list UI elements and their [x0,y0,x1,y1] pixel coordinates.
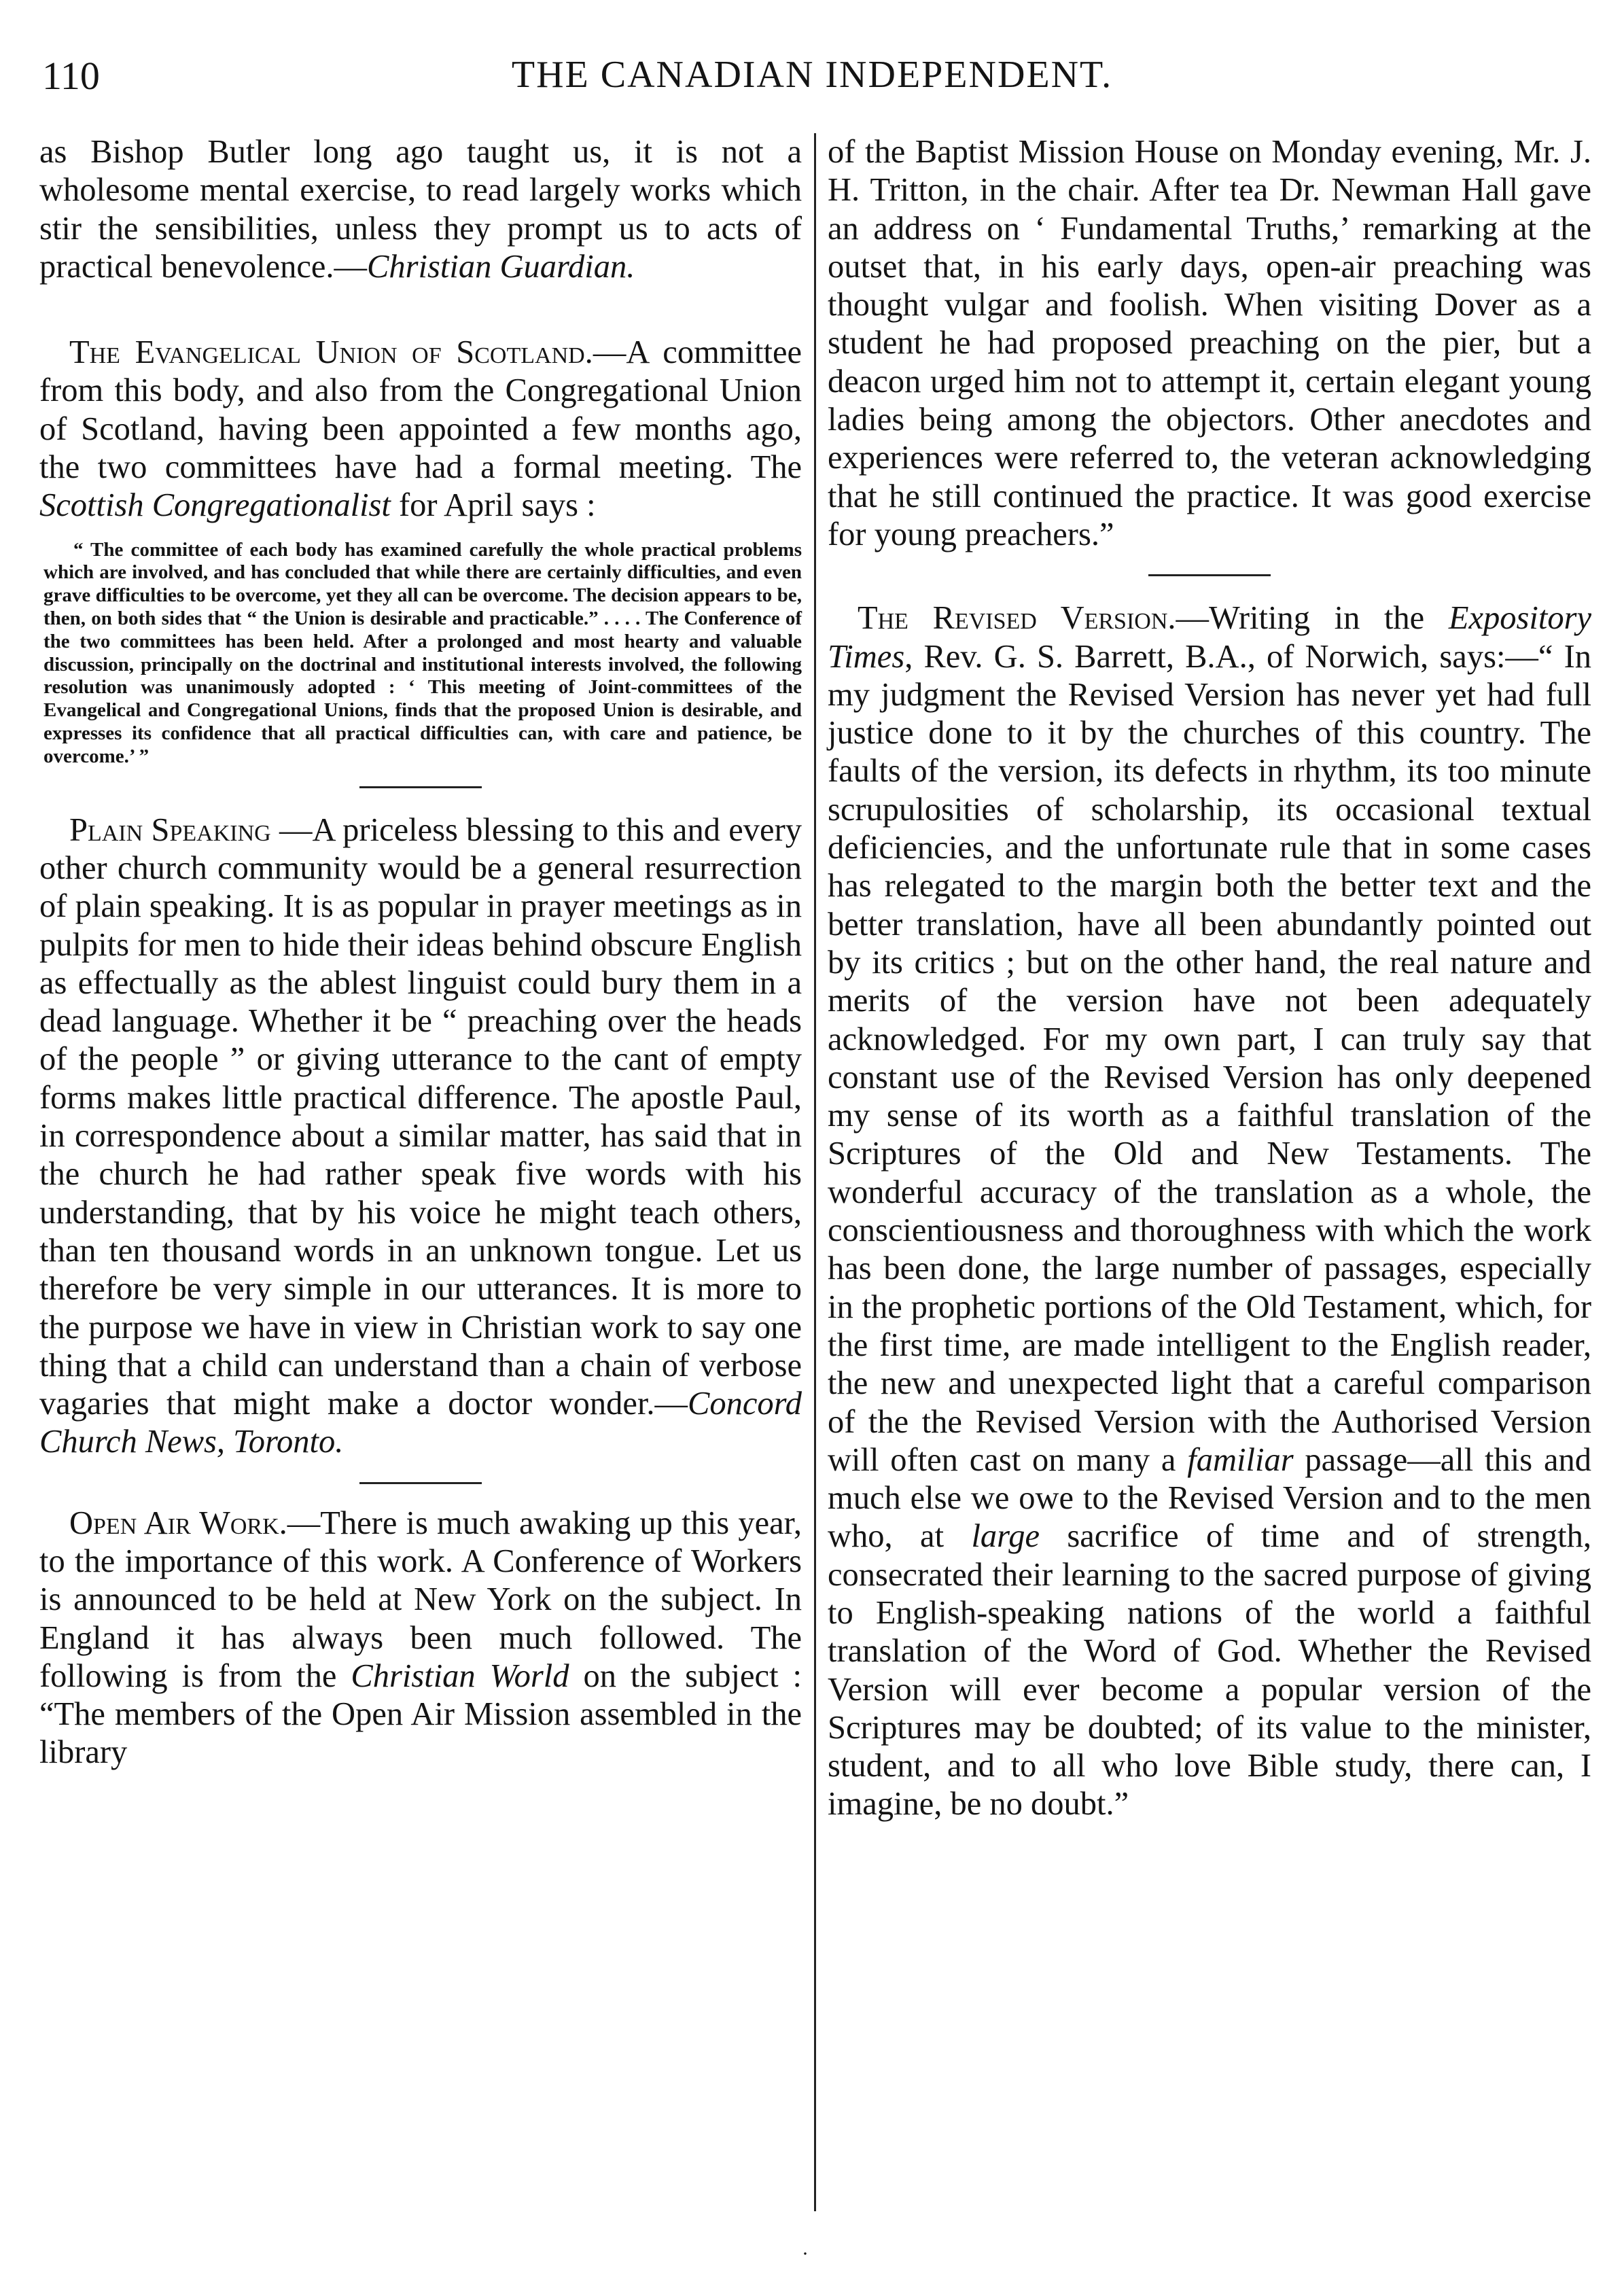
revised-version-text: —Writing in the [1176,600,1449,637]
journal-title: Expository Times [828,600,1591,675]
revised-version-text: passage—all this and much else we owe to the Revised Version and to the men who, at [828,1441,1591,1555]
evangelical-union-heading: The Evangelical Union of Scotland. [69,334,593,371]
left-column [39,133,802,1772]
evangelical-union-quote: “ The committee of each body has examined carefully the whole practical problems which are involved, and has concluded that while there are certainly difficulties, and even grave difficulties to be overcome, yet they all can be overcome. The decision appears to be, then, on both sides that “ the Union is desirable and practicable.” . . . . The Conference of the two committees has been held. After a prolonged and most hearty and valuable discussion, principally on the doctrinal and institutional interests involved, the following resolution was unanimously adopted : ‘ This meeting of Joint-committees of the Evangelical and Congregational Unions, finds that the proposed Union is desirable, and expresses its confidence that all practical difficulties can, with care and patience, be overcome.’ ” [43,538,802,767]
plain-speaking-source: Concord Church News, Toronto. [39,1386,802,1460]
open-air-continued-paragraph: of the Baptist Mission House on Monday evening, Mr. J. H. Tritton, in the chair. After tea Dr. Newman Hall gave an address on ‘ Fundamental Truths,’ remarking at the outset that, in his early days, open-air preaching was thought vulgar and foolish. When visiting Dover as a student he had proposed preaching on the pier, but a deacon urged him not to attempt it, certain elegant young ladies being among the objectors. Other anecdotes and experiences were referred to, the veteran acknowledging that he still continued the practice. It was good exercise for young preachers.” [828,134,1591,552]
journal-title: Scottish Congregationalist [39,487,391,524]
open-air-text-end: on the subject : “The members of the Open Air Mission assembled in the library [39,1657,802,1771]
plain-speaking-text: —A priceless blessing to this and every other church community would be a general resurrection of plain speaking. It is as popular in prayer meetings as in pulpits for men to hide their ideas behind obscure English as effectually as the ablest linguist could bury them in a dead language. Whether it be “ preaching over the heads of the people ” or giving utterance to the cant of empty forms makes little practical difference. The apostle Paul, in correspondence about a similar matter, has said that in the church he had rather speak five words with his understanding, that by his voice he might teach others, than ten thousand words in an unknown tongue. Let us therefore be very simple in our utterances. It is more to the purpose we have in view in Christian work to say one thing that a child can understand than a chain of verbose vagaries that might make a doctor wonder.— [39,811,802,1422]
plain-speaking-heading: Plain Speaking [69,811,271,848]
journal-title: Christian World [351,1657,569,1694]
evangelical-union-text: —A committee from this body, and also from the Congregational Union of Scotland, having been appointed a few months ago, the two committees have had a formal meeting. The [39,334,802,486]
section-separator [359,786,482,788]
emphasis-word: familiar [1187,1441,1294,1478]
intro-text: as Bishop Butler long ago taught us, it is not a wholesome mental exercise, to read largely works which stir the sensibilities, unless they prompt us to acts of practical benevolence.— [39,134,802,285]
revised-version-paragraph [828,599,1591,1824]
section-separator [359,1482,482,1484]
open-air-text: —There is much awaking up this year, to the importance of this work. A Conference of Workers is announced to be held at New York on the subject. In England it has always been much followed. The following is from the [39,1505,802,1694]
spacer [39,286,802,334]
evangelical-union-paragraph [39,334,802,525]
emphasis-word: large [971,1518,1040,1555]
column-divider [814,133,816,2211]
section-separator [1148,574,1271,576]
revised-version-text: sacrifice of time and of strength, consecrated their learning to the sacred purpose of giving to English-speaking nations of the world a faithful translation of the Word of God. Whether the Revised Version will ever become a popular version of the Scriptures may be doubted; of its value to the minister, student, and to all who love Bible study, there can, I imagine, be no doubt.” [828,1518,1591,1823]
open-air-heading: Open Air Work. [69,1505,287,1541]
right-column [828,133,1591,1824]
revised-version-text: , Rev. G. S. Barrett, B.A., of Norwich, says:—“ In my judgment the Revised Version has never yet had full justice done to it by the churches of this country. The faults of the version, its defects in rhythm, its too minute scrupulosities of scholarship, its occasional textual deficiencies, and the unfortunate rule that in some cases has relegated to the margin both the better text and the better translation, have all been abundantly pointed out by its critics ; but on the other hand, the real nature and merits of the version have not been adequately acknowledged. For my own part, I can truly say that constant use of the Revised Version has only deepened my sense of its worth as a faithful translation of the Scriptures of the Old and New Testaments. The wonderful accuracy of the translation as a whole, the conscientiousness and thoroughness with which the work has been done, the large number of passages, especially in the prophetic portions of the Old Testament, which, for the first time, are made intelligent to the English reader, the new and unexpected light that a careful comparison of the the Revised Version with the Authorised Version will often cast on many a [828,638,1591,1478]
print-mark: · [802,2243,809,2265]
intro-source: Christian Guardian. [367,248,635,285]
revised-version-heading: The Revised Version. [858,600,1176,637]
intro-paragraph [39,133,802,286]
evangelical-union-text-end: for April says : [390,487,596,524]
open-air-paragraph [39,1505,802,1772]
plain-speaking-paragraph [39,811,802,1462]
page-number: 110 [42,54,100,98]
running-title: THE CANADIAN INDEPENDENT. [511,54,1113,96]
